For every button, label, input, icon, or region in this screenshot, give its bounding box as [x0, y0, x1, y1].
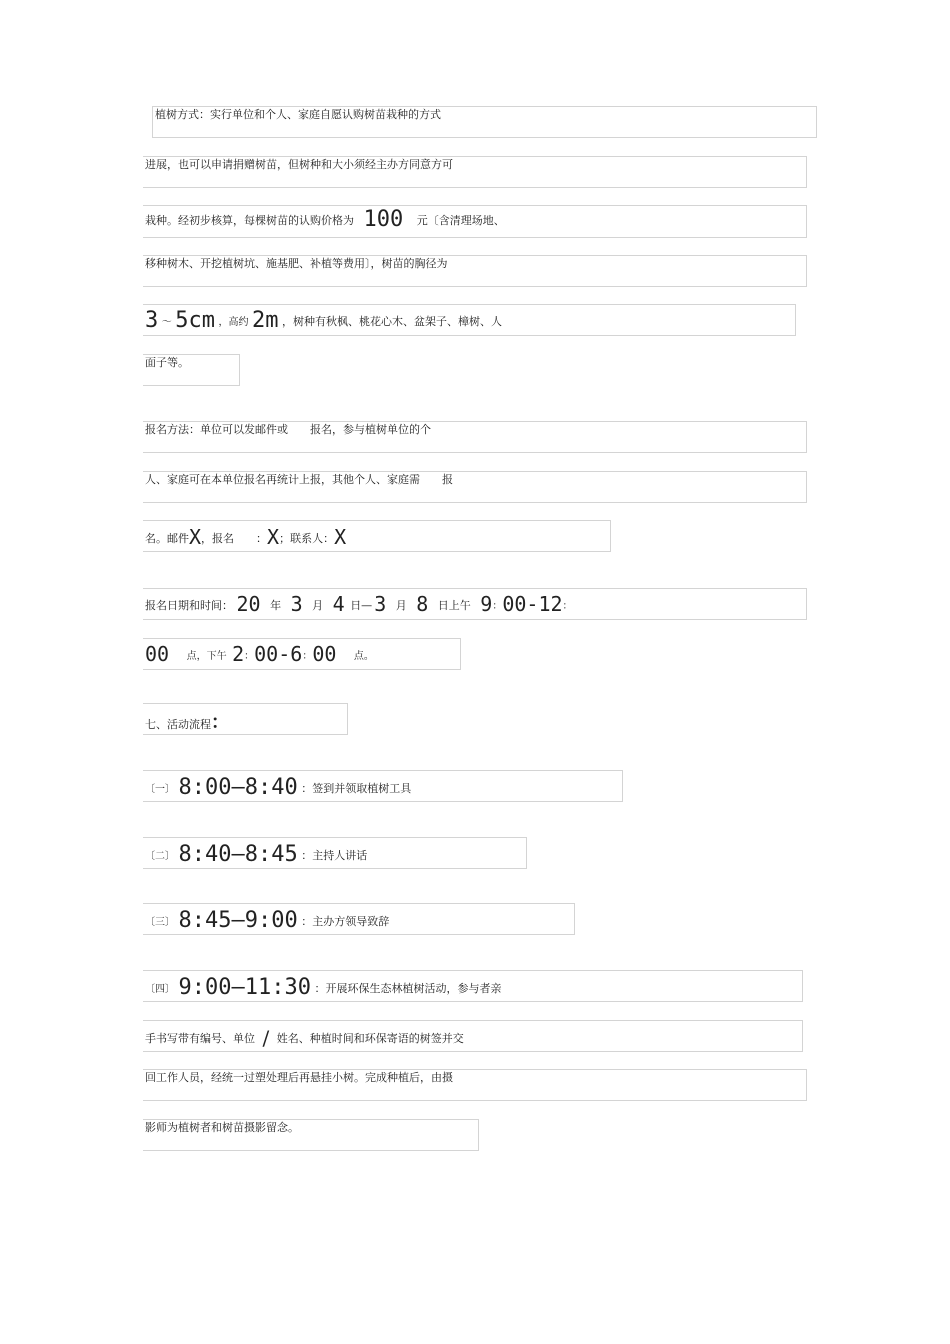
text-line-13 [143, 1020, 803, 1052]
text-line-10 [143, 588, 807, 620]
line-text: 人、家庭可在本单位报名再统计上报，其他个人、家庭需 报 [145, 473, 453, 486]
schedule-item-3 [143, 903, 575, 935]
line-text: 〔四〕 9:00—11:30 ：开展环保生态林植树活动，参与者亲 [145, 975, 502, 1000]
line-text: 报名日期和时间： 20 年 3 月 4 日— 3 月 8 日上午 9：00-12： [145, 592, 573, 616]
price-value: 100 [363, 207, 404, 232]
line-text: 栽种。经初步核算，每棵树苗的认购价格为 100 元〔含清理场地、 [145, 207, 505, 232]
line-text: 进展，也可以申请捐赠树苗，但树种和大小须经主办方同意方可 [145, 158, 453, 171]
text-line-14 [143, 1069, 807, 1101]
text-line-9 [143, 520, 611, 552]
line-text: 报名方法：单位可以发邮件或 报名，参与植树单位的个 [145, 423, 431, 436]
line-text: 手书写带有编号、单位 / 姓名、种植时间和环保寄语的树签并交 [145, 1026, 464, 1050]
text-line-8 [143, 471, 807, 503]
line-text: 回工作人员，经统一过塑处理后再悬挂小树。完成种植后，由摄 [145, 1071, 453, 1084]
text-line-15 [143, 1119, 479, 1151]
line-text: 面子等。 [145, 356, 189, 369]
line-text: 名。邮件X，报名 ：X；联系人：X [145, 525, 347, 549]
line-text: 〔二〕 8:40—8:45 ：主持人讲话 [145, 842, 368, 867]
schedule-item-1 [143, 770, 623, 802]
schedule-item-4 [143, 970, 803, 1002]
text-line-5 [143, 304, 796, 336]
text-line-3 [143, 205, 807, 238]
line-text: 〔三〕 8:45—9:00 ：主办方领导致辞 [145, 908, 390, 933]
line-text: 00 点，下午 2：00-6：00 点。 [145, 642, 374, 666]
text-line-7 [143, 421, 807, 453]
line-text: 〔一〕 8:00—8:40 ：签到并领取植树工具 [145, 775, 412, 800]
text-line-2 [143, 156, 807, 188]
text-line-6 [143, 354, 240, 386]
line-text: 3 ～ 5cm ，高约 2m ，树种有秋枫、桃花心木、盆架子、樟树、人 [145, 308, 502, 333]
line-text: 七、活动流程： [145, 712, 229, 733]
line-text: 移种树木、开挖植树坑、施基肥、补植等费用〕，树苗的胸径为 [145, 257, 448, 270]
line-text: 影师为植树者和树苗摄影留念。 [145, 1121, 299, 1134]
text-line-11 [143, 638, 461, 670]
schedule-item-2 [143, 837, 527, 869]
text-line-1 [152, 106, 817, 138]
section-heading [143, 703, 348, 735]
text-line-4 [143, 255, 807, 287]
line-text: 植树方式：实行单位和个人、家庭自愿认购树苗栽种的方式 [155, 108, 441, 121]
